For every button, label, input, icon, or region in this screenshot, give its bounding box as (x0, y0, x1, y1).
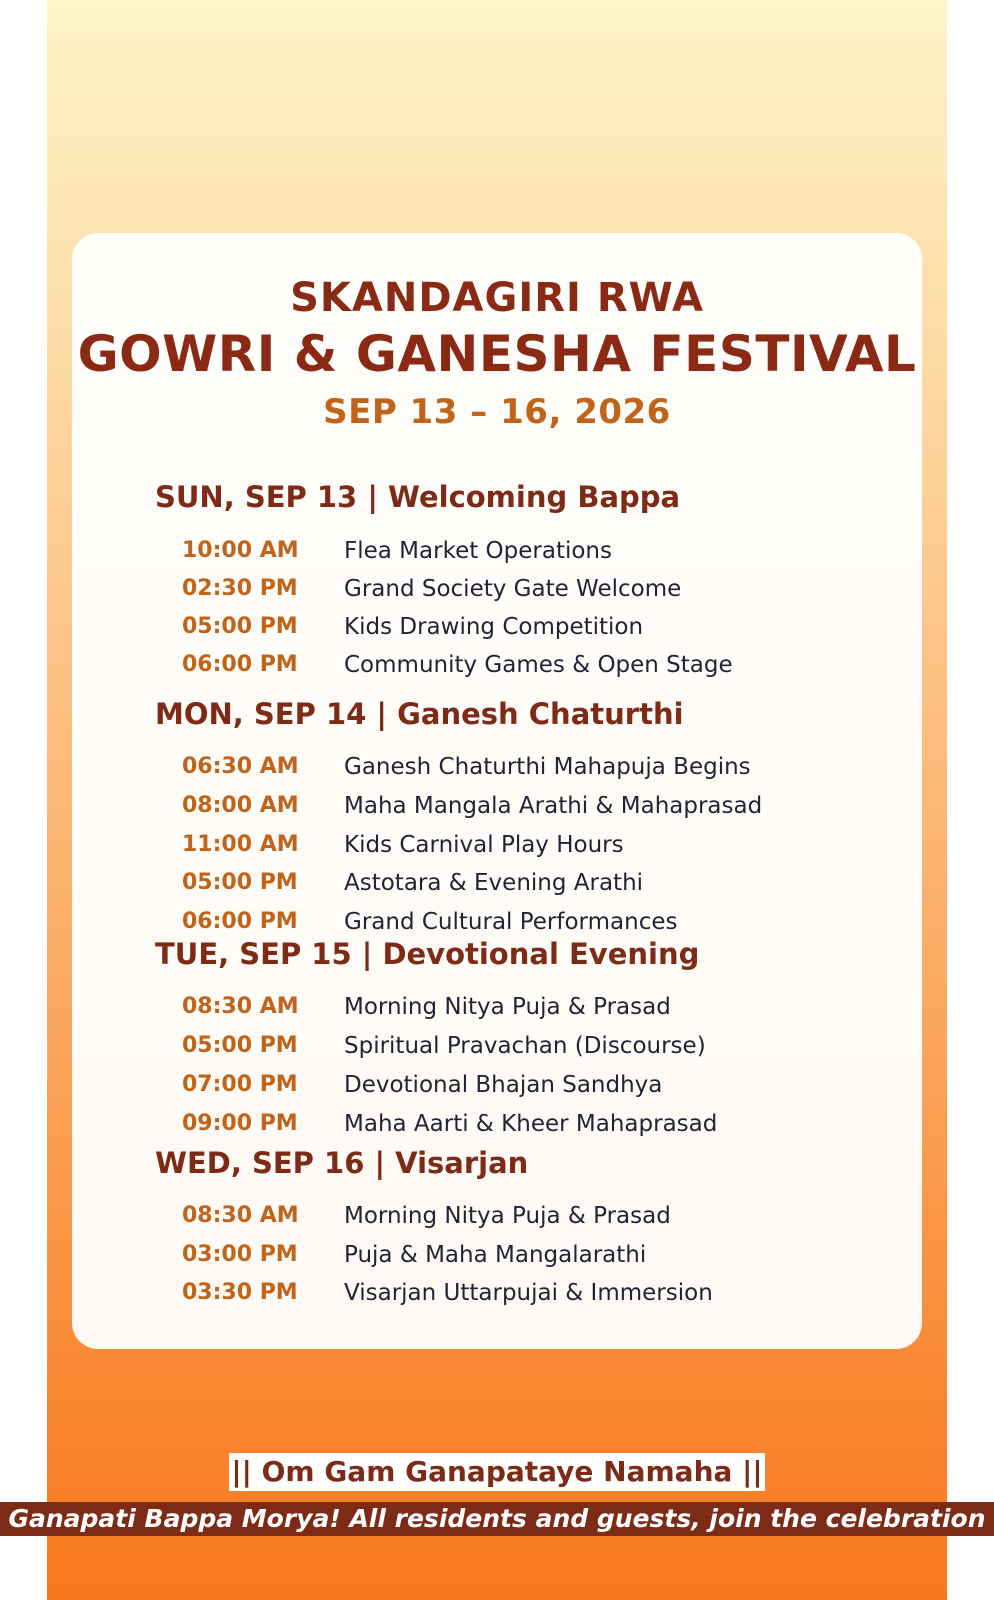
event-name: Morning Nitya Puja & Prasad (344, 994, 671, 1020)
organization-name: SKANDAGIRI RWA (290, 275, 704, 321)
event-name: Astotara & Evening Arathi (344, 870, 644, 896)
event-name: Maha Aarti & Kheer Mahaprasad (344, 1111, 718, 1137)
event-name: Spiritual Pravachan (Discourse) (344, 1033, 706, 1059)
event-time: 03:30 PM (182, 1280, 298, 1305)
event-time: 06:30 AM (182, 754, 299, 779)
event-name: Grand Society Gate Welcome (344, 576, 682, 602)
event-time: 06:00 PM (182, 909, 298, 934)
festival-dates: SEP 13 – 16, 2026 (323, 392, 671, 432)
event-name: Ganesh Chaturthi Mahapuja Begins (344, 754, 751, 780)
day-heading: WED, SEP 16 | Visarjan (155, 1146, 529, 1180)
event-time: 05:00 PM (182, 870, 298, 895)
event-time: 02:30 PM (182, 576, 298, 601)
event-name: Kids Drawing Competition (344, 614, 644, 640)
day-heading: SUN, SEP 13 | Welcoming Bappa (155, 480, 681, 514)
event-name: Visarjan Uttarpujai & Immersion (344, 1280, 713, 1306)
day-heading: MON, SEP 14 | Ganesh Chaturthi (155, 697, 684, 731)
event-time: 08:00 AM (182, 793, 299, 818)
event-time: 03:00 PM (182, 1242, 298, 1267)
event-time: 08:30 AM (182, 1203, 299, 1228)
mantra-banner: || Om Gam Ganapataye Namaha || (229, 1453, 765, 1491)
event-name: Kids Carnival Play Hours (344, 832, 624, 858)
event-name: Maha Mangala Arathi & Mahaprasad (344, 793, 763, 819)
event-name: Flea Market Operations (344, 538, 612, 564)
event-name: Puja & Maha Mangalarathi (344, 1242, 647, 1268)
tagline-banner: Ganapati Bappa Morya! All residents and guests, join the celebration (0, 1502, 994, 1536)
event-time: 07:00 PM (182, 1072, 298, 1097)
event-name: Grand Cultural Performances (344, 909, 678, 935)
event-time: 11:00 AM (182, 832, 299, 857)
event-time: 09:00 PM (182, 1111, 298, 1136)
festival-title: GOWRI & GANESHA FESTIVAL (77, 325, 917, 383)
event-time: 06:00 PM (182, 652, 298, 677)
event-time: 08:30 AM (182, 994, 299, 1019)
day-heading: TUE, SEP 15 | Devotional Evening (155, 937, 700, 971)
event-name: Devotional Bhajan Sandhya (344, 1072, 663, 1098)
event-name: Community Games & Open Stage (344, 652, 733, 678)
event-time: 10:00 AM (182, 538, 299, 563)
event-time: 05:00 PM (182, 1033, 298, 1058)
event-time: 05:00 PM (182, 614, 298, 639)
event-name: Morning Nitya Puja & Prasad (344, 1203, 671, 1229)
